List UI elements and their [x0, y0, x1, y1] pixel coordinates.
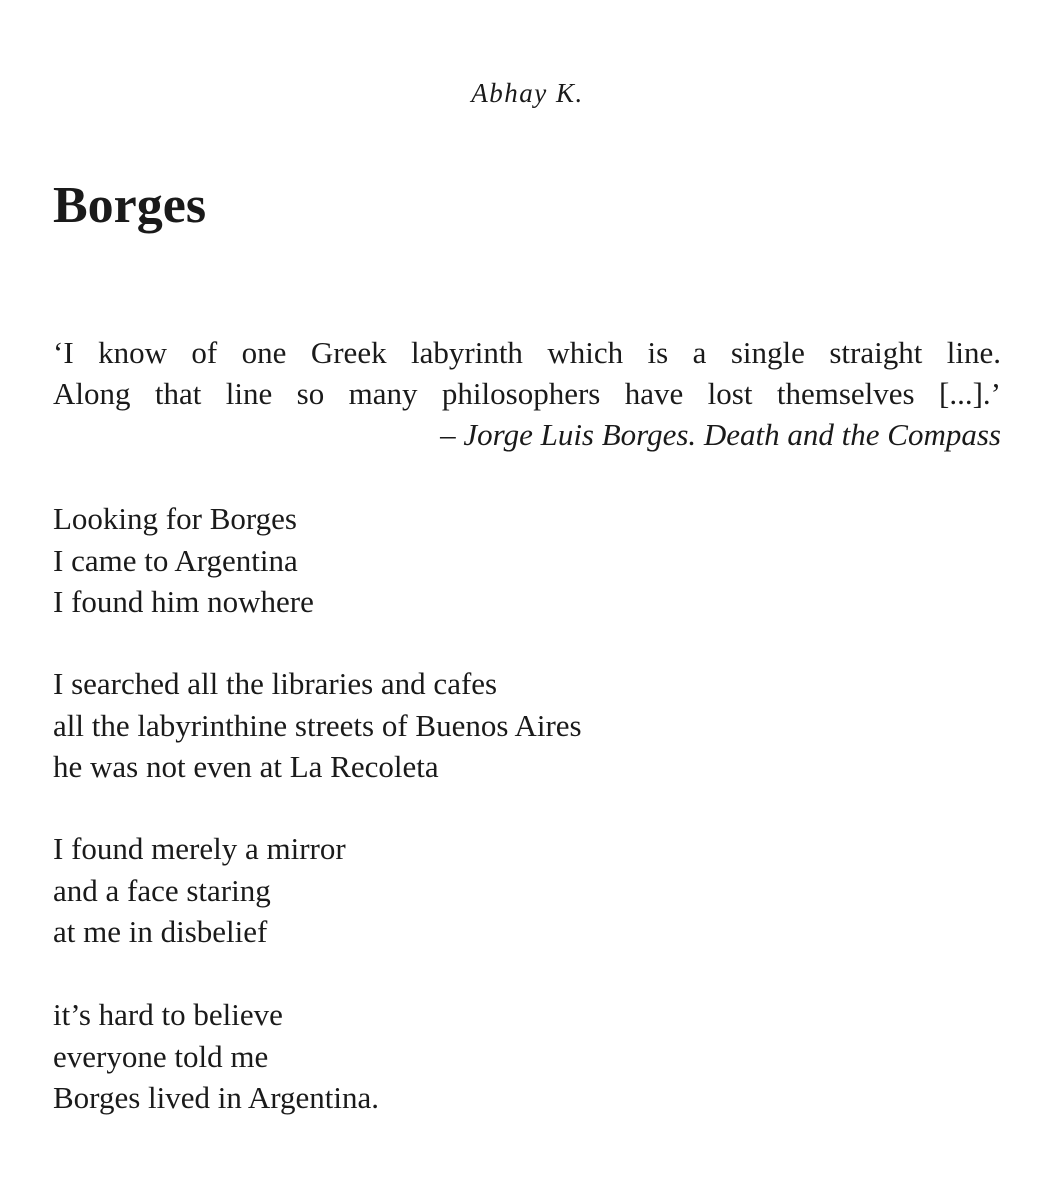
poem-line: all the labyrinthine streets of Buenos Aires: [53, 707, 582, 743]
stanza-3: [53, 828, 346, 953]
poem-line: Borges lived in Argentina.: [53, 1080, 380, 1115]
epigraph-source: – Jorge Luis Borges. Death and the Compass: [440, 417, 1001, 452]
poem-line: and a face staring: [53, 872, 271, 908]
epigraph: [53, 332, 1001, 455]
epigraph-line: Along that line so many philosophers have lost themselves [...].’: [53, 376, 1001, 411]
epigraph-line: ‘I know of one Greek labyrinth which is a single straight line.: [53, 335, 1001, 370]
poem-line: at me in disbelief: [53, 914, 268, 949]
poem-line: everyone told me: [53, 1038, 269, 1074]
poem-line: Looking for Borges: [53, 501, 297, 536]
poem-line: I searched all the libraries and cafes: [53, 666, 498, 701]
stanza-1: [53, 498, 314, 623]
poem-title: Borges: [53, 177, 207, 234]
stanza-2: [53, 663, 582, 788]
poem-line: I found him nowhere: [53, 584, 314, 619]
stanza-4: [53, 994, 379, 1119]
poem-line: I found merely a mirror: [53, 831, 346, 866]
poem-author: Abhay K.: [471, 78, 584, 108]
poem-line: it’s hard to believe: [53, 997, 283, 1032]
poem-line: he was not even at La Recoleta: [53, 749, 439, 784]
poem-line: I came to Argentina: [53, 542, 298, 578]
